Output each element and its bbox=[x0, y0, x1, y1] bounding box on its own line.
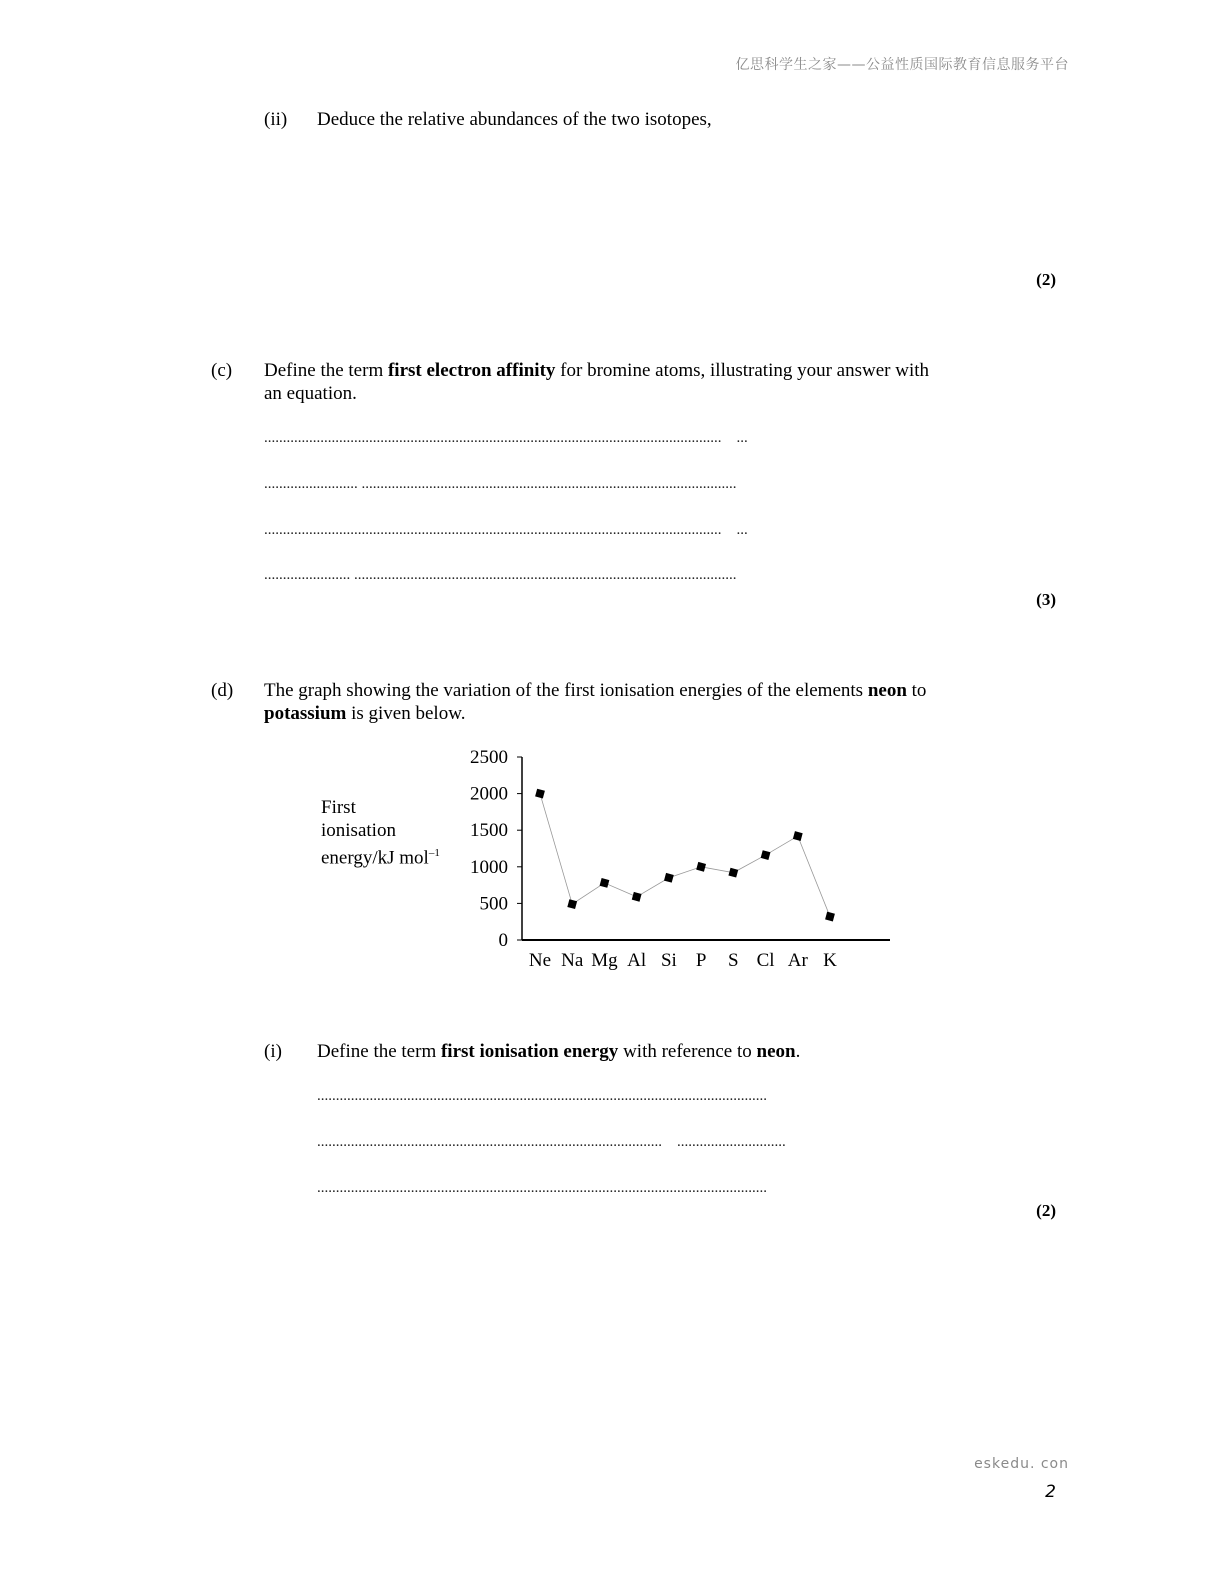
data-point bbox=[761, 850, 771, 860]
part-c-question-term: first electron affinity bbox=[387, 360, 556, 381]
answer-line[interactable]: ............................................................................................ ............................. bbox=[317, 1134, 786, 1150]
data-point bbox=[696, 862, 706, 872]
x-tick-label: S bbox=[728, 950, 739, 971]
part-d-label: (d) bbox=[211, 680, 234, 701]
part-d-question-term1: neon bbox=[867, 680, 907, 701]
ionisation-energy-chart bbox=[450, 740, 910, 980]
part-c-question bbox=[264, 359, 1004, 405]
part-d-i-question-term1: first ionisation energy bbox=[440, 1041, 619, 1062]
x-tick-label: Cl bbox=[756, 950, 775, 971]
part-d-i-question bbox=[317, 1040, 800, 1063]
part-d-question-post: is given below. bbox=[346, 703, 466, 724]
x-tick-label: Ar bbox=[787, 950, 808, 971]
series-line bbox=[540, 794, 830, 917]
answer-line[interactable]: ........................................................................................................................ bbox=[317, 1180, 767, 1196]
data-point bbox=[728, 868, 738, 878]
y-label-line3: energy/kJ mol bbox=[321, 847, 429, 869]
part-c-label: (c) bbox=[211, 360, 233, 381]
part-c-question-post: for bromine atoms, illustrating your answer with bbox=[555, 360, 930, 381]
part-b-ii-label: (ii) bbox=[264, 109, 288, 130]
part-d-question-pre: The graph showing the variation of the first ionisation energies of the elements bbox=[264, 680, 868, 701]
data-point bbox=[567, 899, 577, 909]
data-point bbox=[535, 789, 545, 799]
y-label-line2: ionisation bbox=[321, 820, 396, 841]
part-d-i-marks: (2) bbox=[1036, 1201, 1056, 1220]
y-tick-label: 2000 bbox=[470, 783, 508, 805]
part-d-question-mid: to bbox=[906, 680, 927, 701]
part-c-question-pre: Define the term bbox=[264, 360, 388, 381]
y-label-superscript: –1 bbox=[428, 847, 440, 859]
chart-y-axis-label bbox=[321, 796, 440, 869]
footer-site: eskedu. con bbox=[974, 1456, 1069, 1472]
y-tick-label: 0 bbox=[498, 930, 508, 951]
x-tick-label: Si bbox=[660, 950, 677, 971]
y-tick-label: 2500 bbox=[470, 747, 508, 768]
answer-line[interactable]: ......................... .................................................................................................... bbox=[264, 476, 737, 492]
part-c-question-line2: an equation. bbox=[264, 383, 357, 404]
y-tick-label: 500 bbox=[479, 893, 508, 915]
part-d-i-question-term2: neon bbox=[756, 1041, 796, 1062]
data-point bbox=[664, 873, 674, 883]
page-number: 2 bbox=[1045, 1482, 1056, 1502]
part-d-i-question-mid: with reference to bbox=[618, 1041, 757, 1062]
y-tick-label: 1000 bbox=[470, 856, 508, 878]
x-tick-label: P bbox=[695, 950, 707, 971]
x-tick-label: Al bbox=[627, 950, 647, 971]
answer-line[interactable]: .......................................................................................................................... ... bbox=[264, 430, 748, 446]
answer-line[interactable]: ........................................................................................................................ bbox=[317, 1088, 767, 1104]
data-point bbox=[825, 912, 835, 922]
site-header: 亿思科学生之家——公益性质国际教育信息服务平台 bbox=[735, 57, 1069, 73]
part-d-i-label: (i) bbox=[264, 1041, 282, 1062]
data-point bbox=[632, 892, 642, 902]
part-d-question bbox=[264, 679, 1004, 725]
x-tick-label: Ne bbox=[528, 950, 552, 971]
answer-line[interactable]: .......................................................................................................................... ... bbox=[264, 522, 748, 538]
x-tick-label: K bbox=[823, 950, 837, 971]
x-tick-label: Mg bbox=[591, 950, 618, 971]
x-tick-label: Na bbox=[561, 950, 584, 971]
part-d-i-question-post: . bbox=[795, 1041, 801, 1062]
part-d-question-term2: potassium bbox=[264, 703, 347, 724]
y-tick-label: 1500 bbox=[470, 820, 508, 842]
part-b-ii-marks: (2) bbox=[1036, 270, 1056, 289]
y-label-line1: First bbox=[321, 797, 356, 818]
part-c-marks: (3) bbox=[1036, 590, 1056, 609]
part-b-ii-question: Deduce the relative abundances of the two isotopes, bbox=[317, 109, 712, 130]
part-d-i-question-pre: Define the term bbox=[317, 1041, 441, 1062]
data-point bbox=[793, 831, 803, 841]
answer-line[interactable]: ....................... ...................................................................................................... bbox=[264, 567, 737, 583]
data-point bbox=[600, 878, 610, 888]
